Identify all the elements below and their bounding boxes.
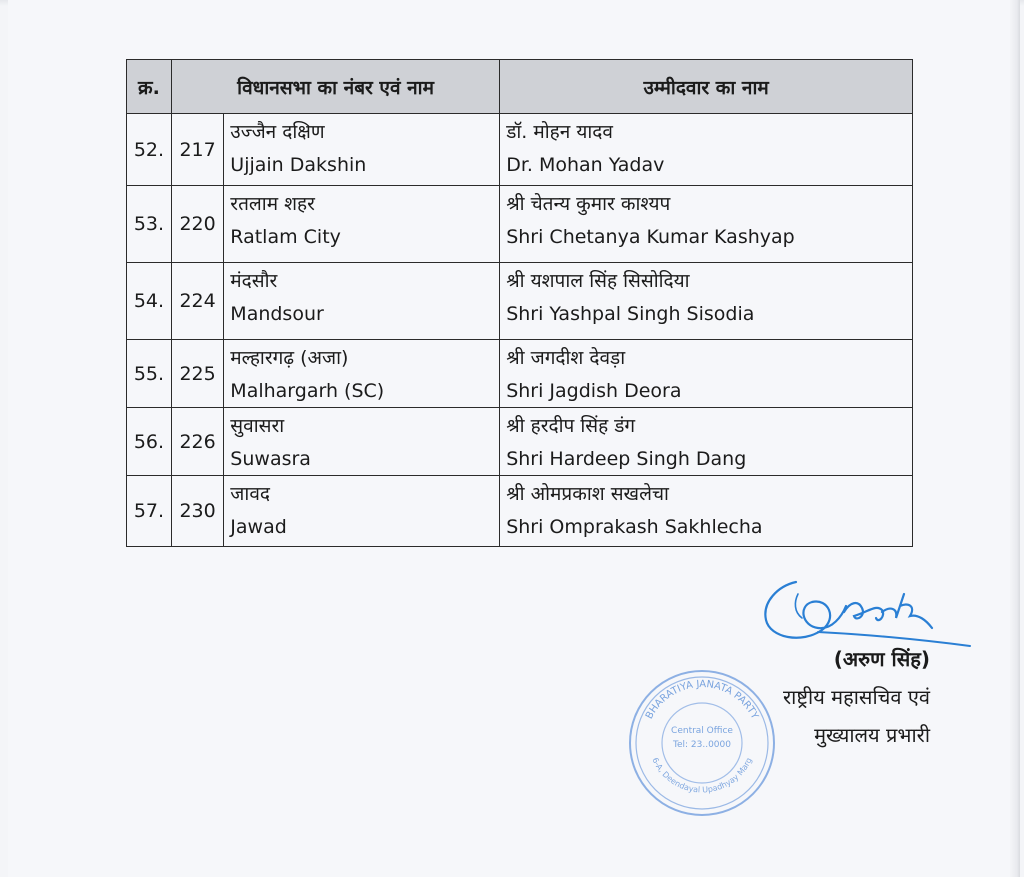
constituency-number-cell: 225 xyxy=(171,340,223,408)
serial-cell: 57. xyxy=(127,476,172,547)
constituency-name-english: Ujjain Dakshin xyxy=(230,154,367,176)
constituency-name-hindi: मल्हारगढ़ (अजा) xyxy=(230,347,349,369)
serial-cell: 53. xyxy=(127,186,172,263)
header-candidate: उम्मीदवार का नाम xyxy=(500,60,913,114)
candidate-name-english: Shri Omprakash Sakhlecha xyxy=(506,516,763,538)
signatory-designation-line1: राष्ट्रीय महासचिव एवं xyxy=(783,685,930,709)
stamp-ring-text-lower: 6-A, Deendayal Upadhyay Marg xyxy=(650,756,754,795)
constituency-name-english: Mandsour xyxy=(230,303,324,325)
constituency-name-hindi: रतलाम शहर xyxy=(230,193,315,215)
header-serial: क्र. xyxy=(127,60,172,114)
candidate-name-hindi: श्री हरदीप सिंह डंग xyxy=(506,415,636,437)
candidate-name-english: Shri Jagdish Deora xyxy=(506,380,682,402)
signatory-block xyxy=(700,640,930,754)
table-row xyxy=(127,114,913,186)
constituency-cell xyxy=(224,263,500,340)
candidate-table xyxy=(126,59,913,547)
serial-cell: 54. xyxy=(127,263,172,340)
candidate-name-hindi: श्री ओमप्रकाश सखलेचा xyxy=(506,483,669,505)
candidate-name-hindi: डॉ. मोहन यादव xyxy=(506,121,613,143)
constituency-name-hindi: उज्जैन दक्षिण xyxy=(230,121,325,143)
candidate-cell xyxy=(500,476,913,547)
svg-text:6-A, Deendayal Upadhyay Marg xyxy=(650,756,753,794)
candidate-cell xyxy=(500,263,913,340)
candidate-name-english: Shri Hardeep Singh Dang xyxy=(506,448,747,470)
constituency-number-cell: 220 xyxy=(171,186,223,263)
constituency-name-hindi: जावद xyxy=(230,483,270,505)
constituency-name-hindi: सुवासरा xyxy=(230,415,285,437)
constituency-name-hindi: मंदसौर xyxy=(230,270,278,292)
candidate-name-hindi: श्री चेतन्य कुमार काश्यप xyxy=(506,193,671,215)
constituency-number-cell: 224 xyxy=(171,263,223,340)
constituency-name-english: Ratlam City xyxy=(230,226,341,248)
page-right-edge xyxy=(1010,0,1020,877)
table-row xyxy=(127,476,913,547)
signatory-name: (अरुण सिंह) xyxy=(833,647,930,671)
candidate-cell xyxy=(500,114,913,186)
candidate-name-hindi: श्री जगदीश देवड़ा xyxy=(506,347,626,369)
constituency-cell xyxy=(224,114,500,186)
table-row xyxy=(127,340,913,408)
table-row xyxy=(127,186,913,263)
constituency-number-cell: 217 xyxy=(171,114,223,186)
serial-cell: 52. xyxy=(127,114,172,186)
stamp-center-line1: Central Office xyxy=(671,726,733,736)
stamp-center-line2: Tel: 23..0000 xyxy=(673,740,731,750)
stamp-ring-text: BHARATIYA JANATA PARTY xyxy=(643,678,761,722)
candidate-name-english: Dr. Mohan Yadav xyxy=(506,154,665,176)
table-row xyxy=(127,263,913,340)
serial-cell: 55. xyxy=(127,340,172,408)
constituency-name-english: Malhargarh (SC) xyxy=(230,380,385,402)
candidate-name-english: Shri Chetanya Kumar Kashyap xyxy=(506,226,795,248)
candidate-cell xyxy=(500,408,913,476)
serial-cell: 56. xyxy=(127,408,172,476)
candidate-name-hindi: श्री यशपाल सिंह सिसोदिया xyxy=(506,270,690,292)
constituency-cell xyxy=(224,476,500,547)
constituency-cell xyxy=(224,186,500,263)
table-row xyxy=(127,408,913,476)
constituency-number-cell: 226 xyxy=(171,408,223,476)
candidate-name-english: Shri Yashpal Singh Sisodia xyxy=(506,303,755,325)
constituency-name-english: Jawad xyxy=(230,516,287,538)
table-header-row xyxy=(127,60,913,114)
constituency-number-cell: 230 xyxy=(171,476,223,547)
constituency-cell xyxy=(224,408,500,476)
constituency-name-english: Suwasra xyxy=(230,448,311,470)
candidate-cell xyxy=(500,340,913,408)
header-constituency: विधानसभा का नंबर एवं नाम xyxy=(171,60,499,114)
candidate-cell xyxy=(500,186,913,263)
signatory-designation-line2: मुख्यालय प्रभारी xyxy=(814,723,930,747)
constituency-cell xyxy=(224,340,500,408)
